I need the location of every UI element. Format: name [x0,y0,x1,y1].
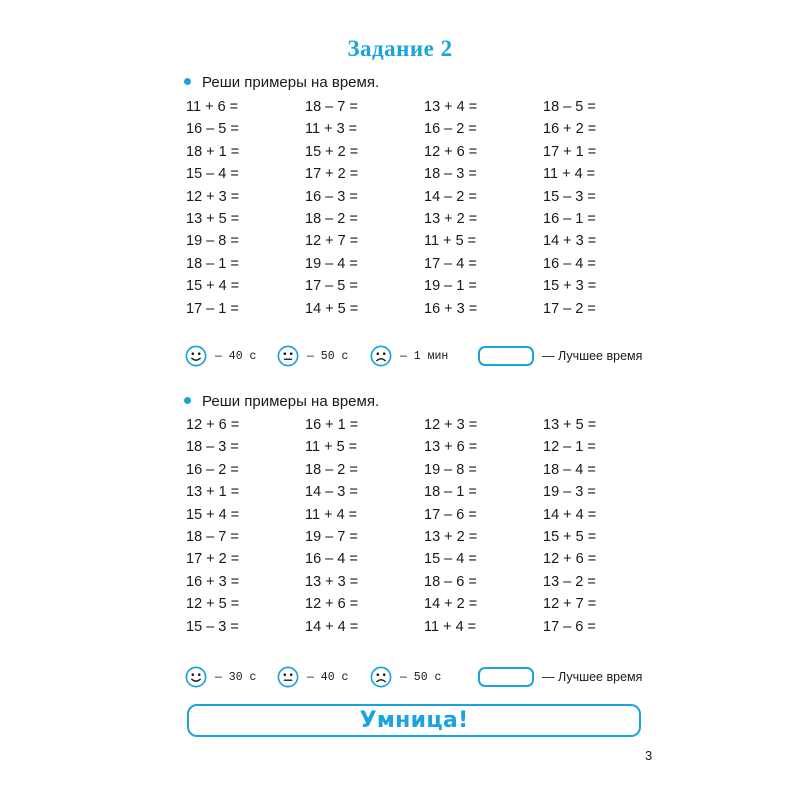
bullet-icon [184,397,191,404]
legend-best-time-text: — Лучшее время [542,670,643,684]
happy-face-icon [185,666,207,688]
example-item: 12 + 3 = [186,188,240,205]
example-item: 16 – 4 = [305,551,358,568]
example-item: 12 + 7 = [305,233,359,250]
example-item: 11 + 4 = [543,166,596,183]
example-item: 17 – 6 = [424,506,477,523]
example-item: 19 – 4 = [305,255,358,272]
legend-best-time [478,663,642,691]
example-item: 18 – 1 = [186,255,239,272]
example-item: 11 + 5 = [305,439,358,456]
instruction-text: Реши примеры на время. [202,393,380,410]
instruction-1 [184,74,379,91]
example-item: 16 + 2 = [543,121,597,138]
example-item: 14 + 2 = [424,596,478,613]
example-item: 14 + 4 = [305,618,359,635]
legend-sad [370,342,448,370]
example-item: 16 – 3 = [305,188,358,205]
example-item: 18 – 7 = [305,99,358,115]
example-item: 15 – 4 = [186,166,239,183]
example-item: 15 + 4 = [186,278,240,295]
example-item: 13 + 3 = [305,573,359,590]
examples-grid-2 [186,414,662,638]
time-legend-1 [0,342,800,370]
example-item: 17 + 2 = [305,166,359,183]
example-item: 19 – 1 = [424,278,477,295]
example-item: 18 – 6 = [424,573,477,590]
example-item: 13 + 4 = [424,99,478,115]
example-item: 14 + 5 = [305,300,359,317]
example-item: 15 – 3 = [186,618,239,635]
legend-best-time-text: — Лучшее время [542,349,643,363]
example-item: 16 – 5 = [186,121,239,138]
example-item: 15 + 5 = [543,528,597,545]
example-item: 14 + 3 = [543,233,597,250]
example-item: 13 + 2 = [424,528,478,545]
neutral-face-icon [277,345,299,367]
legend-neutral-text: — 40 с [307,670,349,684]
legend-happy-text: — 40 с [215,349,257,363]
example-item: 19 – 7 = [305,528,358,545]
example-item: 16 – 4 = [543,255,596,272]
example-item: 16 + 1 = [305,417,359,433]
example-item: 14 – 3 = [305,484,358,501]
example-item: 12 + 6 = [424,143,478,160]
time-legend-2 [0,663,800,691]
legend-neutral-text: — 50 с [307,349,349,363]
example-item: 16 – 1 = [543,210,596,227]
example-item: 13 + 6 = [424,439,478,456]
example-item: 13 + 2 = [424,210,478,227]
example-item: 18 – 5 = [543,99,596,115]
neutral-face-icon [277,666,299,688]
example-item: 12 + 3 = [424,417,478,433]
example-item: 19 – 3 = [543,484,596,501]
example-item: 18 – 4 = [543,461,596,478]
example-item: 14 + 4 = [543,506,597,523]
bullet-icon [184,78,191,85]
praise-banner [187,704,641,737]
happy-face-icon [185,345,207,367]
example-item: 11 + 3 = [305,121,358,138]
praise-text: Умница! [359,708,469,733]
legend-neutral [277,663,348,691]
example-item: 15 + 2 = [305,143,359,160]
example-item: 16 + 3 = [186,573,240,590]
example-item: 15 + 3 = [543,278,597,295]
example-item: 19 – 8 = [186,233,239,250]
example-item: 17 – 6 = [543,618,596,635]
example-item: 11 + 4 = [305,506,358,523]
example-item: 11 + 6 = [186,99,239,115]
best-time-box[interactable] [478,667,534,687]
example-item: 12 + 5 = [186,596,240,613]
legend-happy-text: — 30 с [215,670,257,684]
example-item: 17 + 1 = [543,143,597,160]
example-item: 15 + 4 = [186,506,240,523]
example-item: 18 – 2 = [305,461,358,478]
example-item: 11 + 4 = [424,618,477,635]
sad-face-icon [370,666,392,688]
sad-face-icon [370,345,392,367]
example-item: 13 + 1 = [186,484,240,501]
legend-neutral [277,342,348,370]
example-item: 12 + 6 = [305,596,359,613]
example-item: 17 + 2 = [186,551,240,568]
task-title: Задание 2 [347,36,453,61]
example-item: 17 – 2 = [543,300,596,317]
example-item: 18 + 1 = [186,143,240,160]
example-item: 18 – 3 = [186,439,239,456]
example-item: 12 + 6 = [186,417,240,433]
example-item: 17 – 1 = [186,300,239,317]
instruction-2 [184,393,379,410]
example-item: 12 + 6 = [543,551,597,568]
example-item: 13 + 5 = [543,417,597,433]
example-item: 18 – 7 = [186,528,239,545]
example-item: 15 – 4 = [424,551,477,568]
example-item: 11 + 5 = [424,233,477,250]
example-item: 17 – 4 = [424,255,477,272]
legend-sad [370,663,441,691]
example-item: 16 + 3 = [424,300,478,317]
example-item: 14 – 2 = [424,188,477,205]
page-number: 3 [645,748,653,763]
legend-sad-text: — 1 мин [400,349,449,363]
example-item: 19 – 8 = [424,461,477,478]
legend-sad-text: — 50 с [400,670,442,684]
best-time-box[interactable] [478,346,534,366]
example-item: 18 – 3 = [424,166,477,183]
examples-grid-1 [186,96,662,320]
example-item: 18 – 2 = [305,210,358,227]
example-item: 15 – 3 = [543,188,596,205]
example-item: 13 + 5 = [186,210,240,227]
example-item: 16 – 2 = [424,121,477,138]
legend-best-time [478,342,642,370]
instruction-text: Реши примеры на время. [202,74,380,91]
legend-happy [185,342,256,370]
example-item: 17 – 5 = [305,278,358,295]
example-item: 12 + 7 = [543,596,597,613]
example-item: 13 – 2 = [543,573,596,590]
example-item: 18 – 1 = [424,484,477,501]
legend-happy [185,663,256,691]
example-item: 12 – 1 = [543,439,596,456]
example-item: 16 – 2 = [186,461,239,478]
